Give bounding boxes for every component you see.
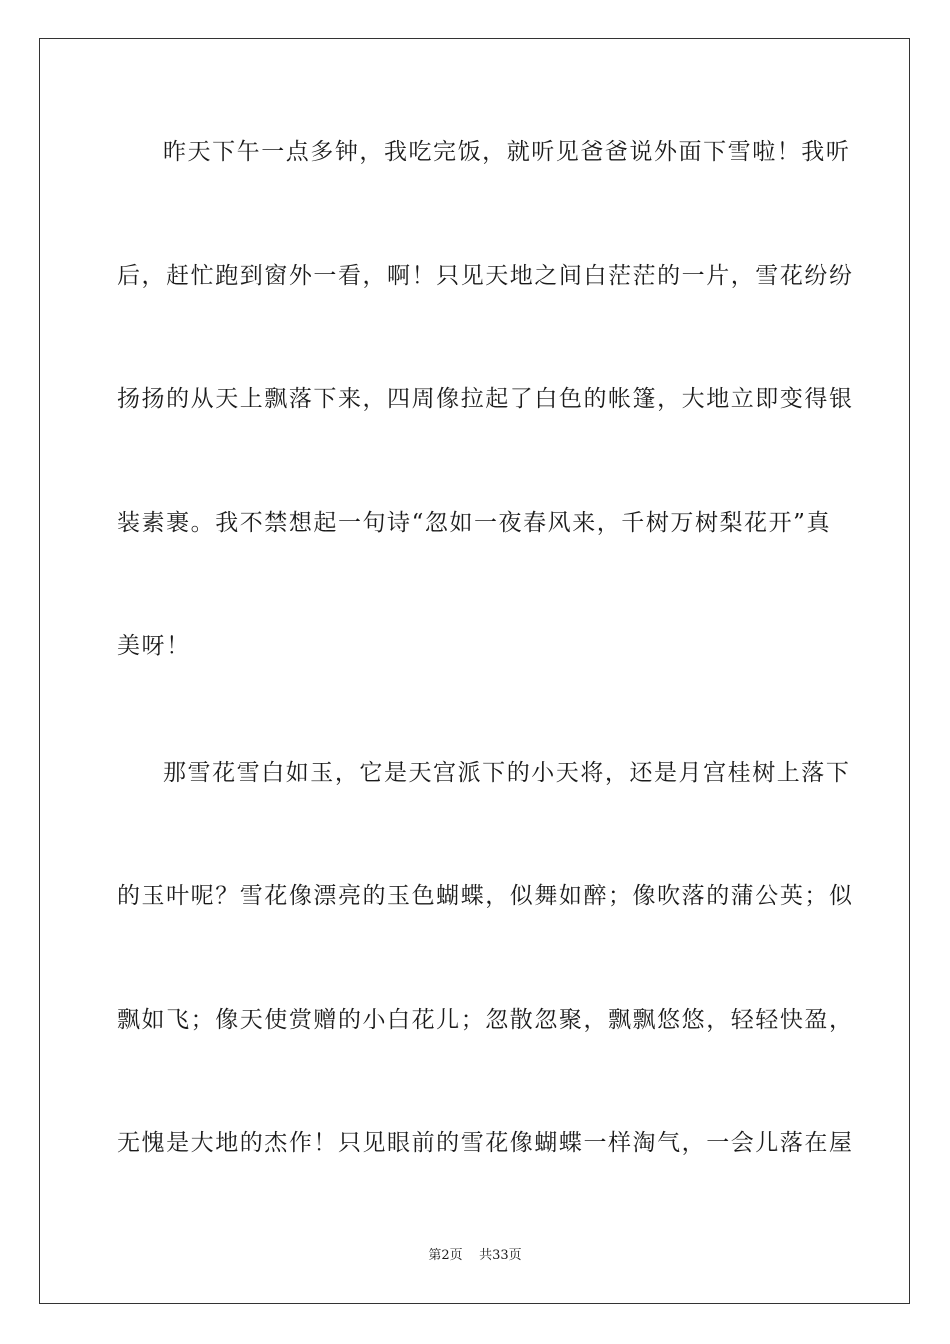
paragraph-2-line-4: 无愧是大地的杰作！只见眼前的雪花像蝴蝶一样淘气，一会儿落在屋 <box>117 1130 854 1156</box>
paragraph-1-line-3: 扬扬的从天上飘落下来，四周像拉起了白色的帐篷，大地立即变得银 <box>117 386 854 412</box>
page-number: 第2页 共33页 <box>428 1248 522 1263</box>
page-border <box>39 38 910 1304</box>
paragraph-2-line-1: 那雪花雪白如玉，它是天宫派下的小天将，还是月宫桂树上落下 <box>163 760 851 786</box>
paragraph-1-line-4: 装素裹。我不禁想起一句诗“忽如一夜春风来，千树万树梨花开”真 <box>117 510 832 536</box>
paragraph-2-line-2: 的玉叶呢？雪花像漂亮的玉色蝴蝶，似舞如醉；像吹落的蒲公英；似 <box>117 883 854 909</box>
paragraph-2-line-3: 飘如飞；像天使赏赠的小白花儿；忽散忽聚，飘飘悠悠，轻轻快盈， <box>117 1007 854 1033</box>
paragraph-1-line-5: 美呀！ <box>117 633 191 659</box>
paragraph-1-line-2: 后，赶忙跑到窗外一看，啊！只见天地之间白茫茫的一片，雪花纷纷 <box>117 263 854 289</box>
paragraph-1-line-1: 昨天下午一点多钟，我吃完饭，就听见爸爸说外面下雪啦！我听 <box>163 139 851 165</box>
